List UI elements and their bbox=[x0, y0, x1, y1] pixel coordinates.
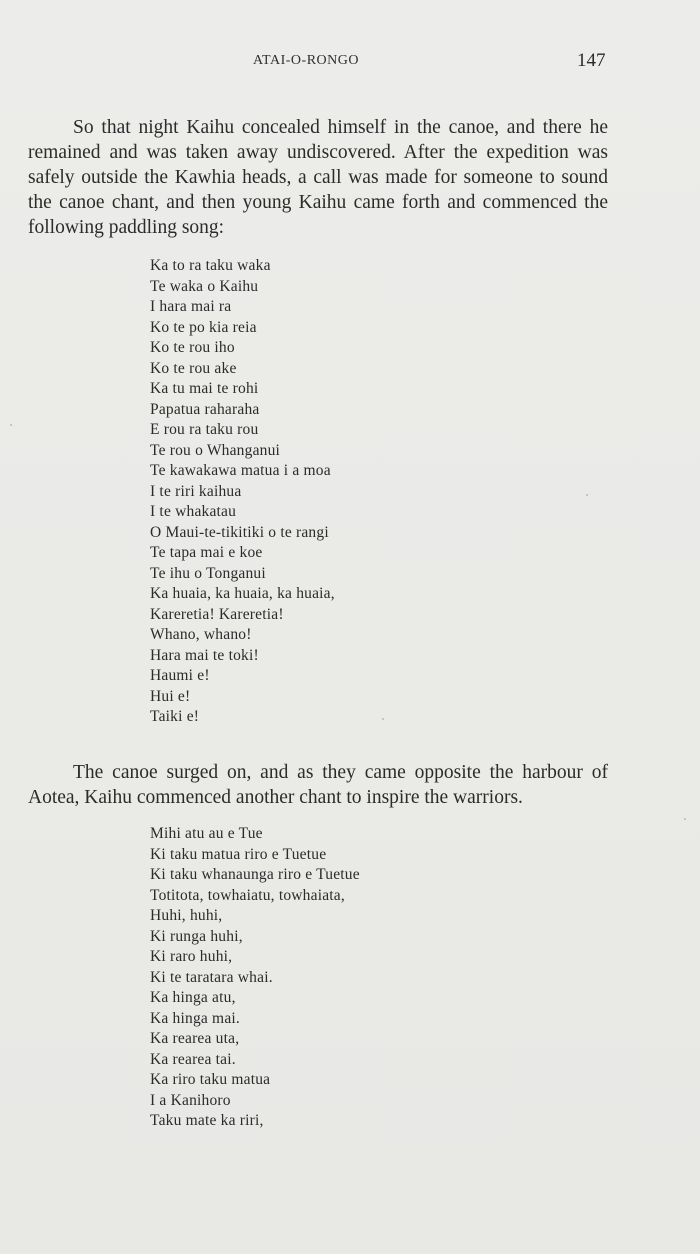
chant-line: Mihi atu au e Tue bbox=[150, 825, 263, 842]
paper-speck bbox=[10, 424, 12, 426]
chant-line: Ka rearea tai. bbox=[150, 1050, 236, 1068]
chant-line: Ki te taratara whai. bbox=[150, 968, 273, 986]
chant-line: Hara mai te toki! bbox=[150, 646, 259, 664]
chant-line: I te riri kaihua bbox=[150, 482, 242, 500]
running-header bbox=[0, 50, 700, 74]
chant-line: Ka rearea uta, bbox=[150, 1030, 240, 1047]
paper-speck bbox=[684, 818, 686, 820]
chant-line: Ka hinga atu, bbox=[150, 989, 236, 1006]
running-title: ATAI-O-RONGO bbox=[253, 53, 359, 68]
chant-line: Taku mate ka riri, bbox=[150, 1112, 264, 1129]
chant-line: Te rou o Whanganui bbox=[150, 441, 281, 459]
paragraph-text: The canoe surged on, and as they came opposite the harbour of Aotea, Kaihu commenced another chant to inspire the warriors. bbox=[28, 761, 608, 808]
chant-line: Ki taku whanaunga riro e Tuetue bbox=[150, 866, 360, 883]
paper-speck bbox=[586, 494, 588, 496]
chant-line: Ki raro huhi, bbox=[150, 948, 233, 965]
chant-line: Te waka o Kaihu bbox=[150, 277, 259, 295]
chant-line: Taiki e! bbox=[150, 708, 200, 725]
paragraph bbox=[28, 760, 608, 810]
chant-line: Ka huaia, ka huaia, ka huaia, bbox=[150, 585, 335, 602]
chant-line: E rou ra taku rou bbox=[150, 421, 259, 438]
paragraph bbox=[28, 115, 608, 240]
chant-line: Ka hinga mai. bbox=[150, 1009, 240, 1027]
chant-line: Ka riro taku matua bbox=[150, 1071, 271, 1088]
chant-line: Haumi e! bbox=[150, 667, 210, 684]
chant-line: Ka tu mai te rohi bbox=[150, 380, 259, 397]
paper-speck bbox=[382, 718, 384, 720]
chant-line: Te kawakawa matua i a moa bbox=[150, 462, 331, 479]
paragraph-text: So that night Kaihu concealed himself in the canoe, and there he remained and was taken away undiscovered. After the expedition was safely outside the Kawhia heads, a call was made for someone to sound the canoe chant, and then young Kaihu came forth and commenced the following paddling song: bbox=[28, 116, 608, 238]
chant-line: O Maui-te-tikitiki o te rangi bbox=[150, 523, 329, 541]
chant-line: Ko te rou iho bbox=[150, 339, 235, 356]
chant-line: Ko te rou ake bbox=[150, 359, 237, 377]
chant-line: Te tapa mai e koe bbox=[150, 544, 263, 561]
page-number: 147 bbox=[577, 50, 606, 71]
chant-line: Huhi, huhi, bbox=[150, 907, 223, 924]
chant-line: Papatua raharaha bbox=[150, 400, 260, 418]
chant-line: I hara mai ra bbox=[150, 298, 232, 315]
war-chant bbox=[150, 824, 360, 1132]
chant-line: Ka to ra taku waka bbox=[150, 257, 271, 274]
chant-line: I a Kanihoro bbox=[150, 1091, 231, 1109]
chant-line: Totitota, towhaiatu, towhaiata, bbox=[150, 886, 345, 904]
paddling-song bbox=[150, 256, 335, 728]
chant-line: Kareretia! Kareretia! bbox=[150, 605, 284, 623]
chant-line: Whano, whano! bbox=[150, 626, 252, 643]
chant-line: Te ihu o Tonganui bbox=[150, 564, 266, 582]
chant-line: I te whakatau bbox=[150, 503, 237, 520]
chant-line: Hui e! bbox=[150, 687, 191, 705]
chant-line: Ko te po kia reia bbox=[150, 318, 257, 336]
chant-line: Ki runga huhi, bbox=[150, 927, 243, 945]
chant-line: Ki taku matua riro e Tuetue bbox=[150, 845, 327, 863]
